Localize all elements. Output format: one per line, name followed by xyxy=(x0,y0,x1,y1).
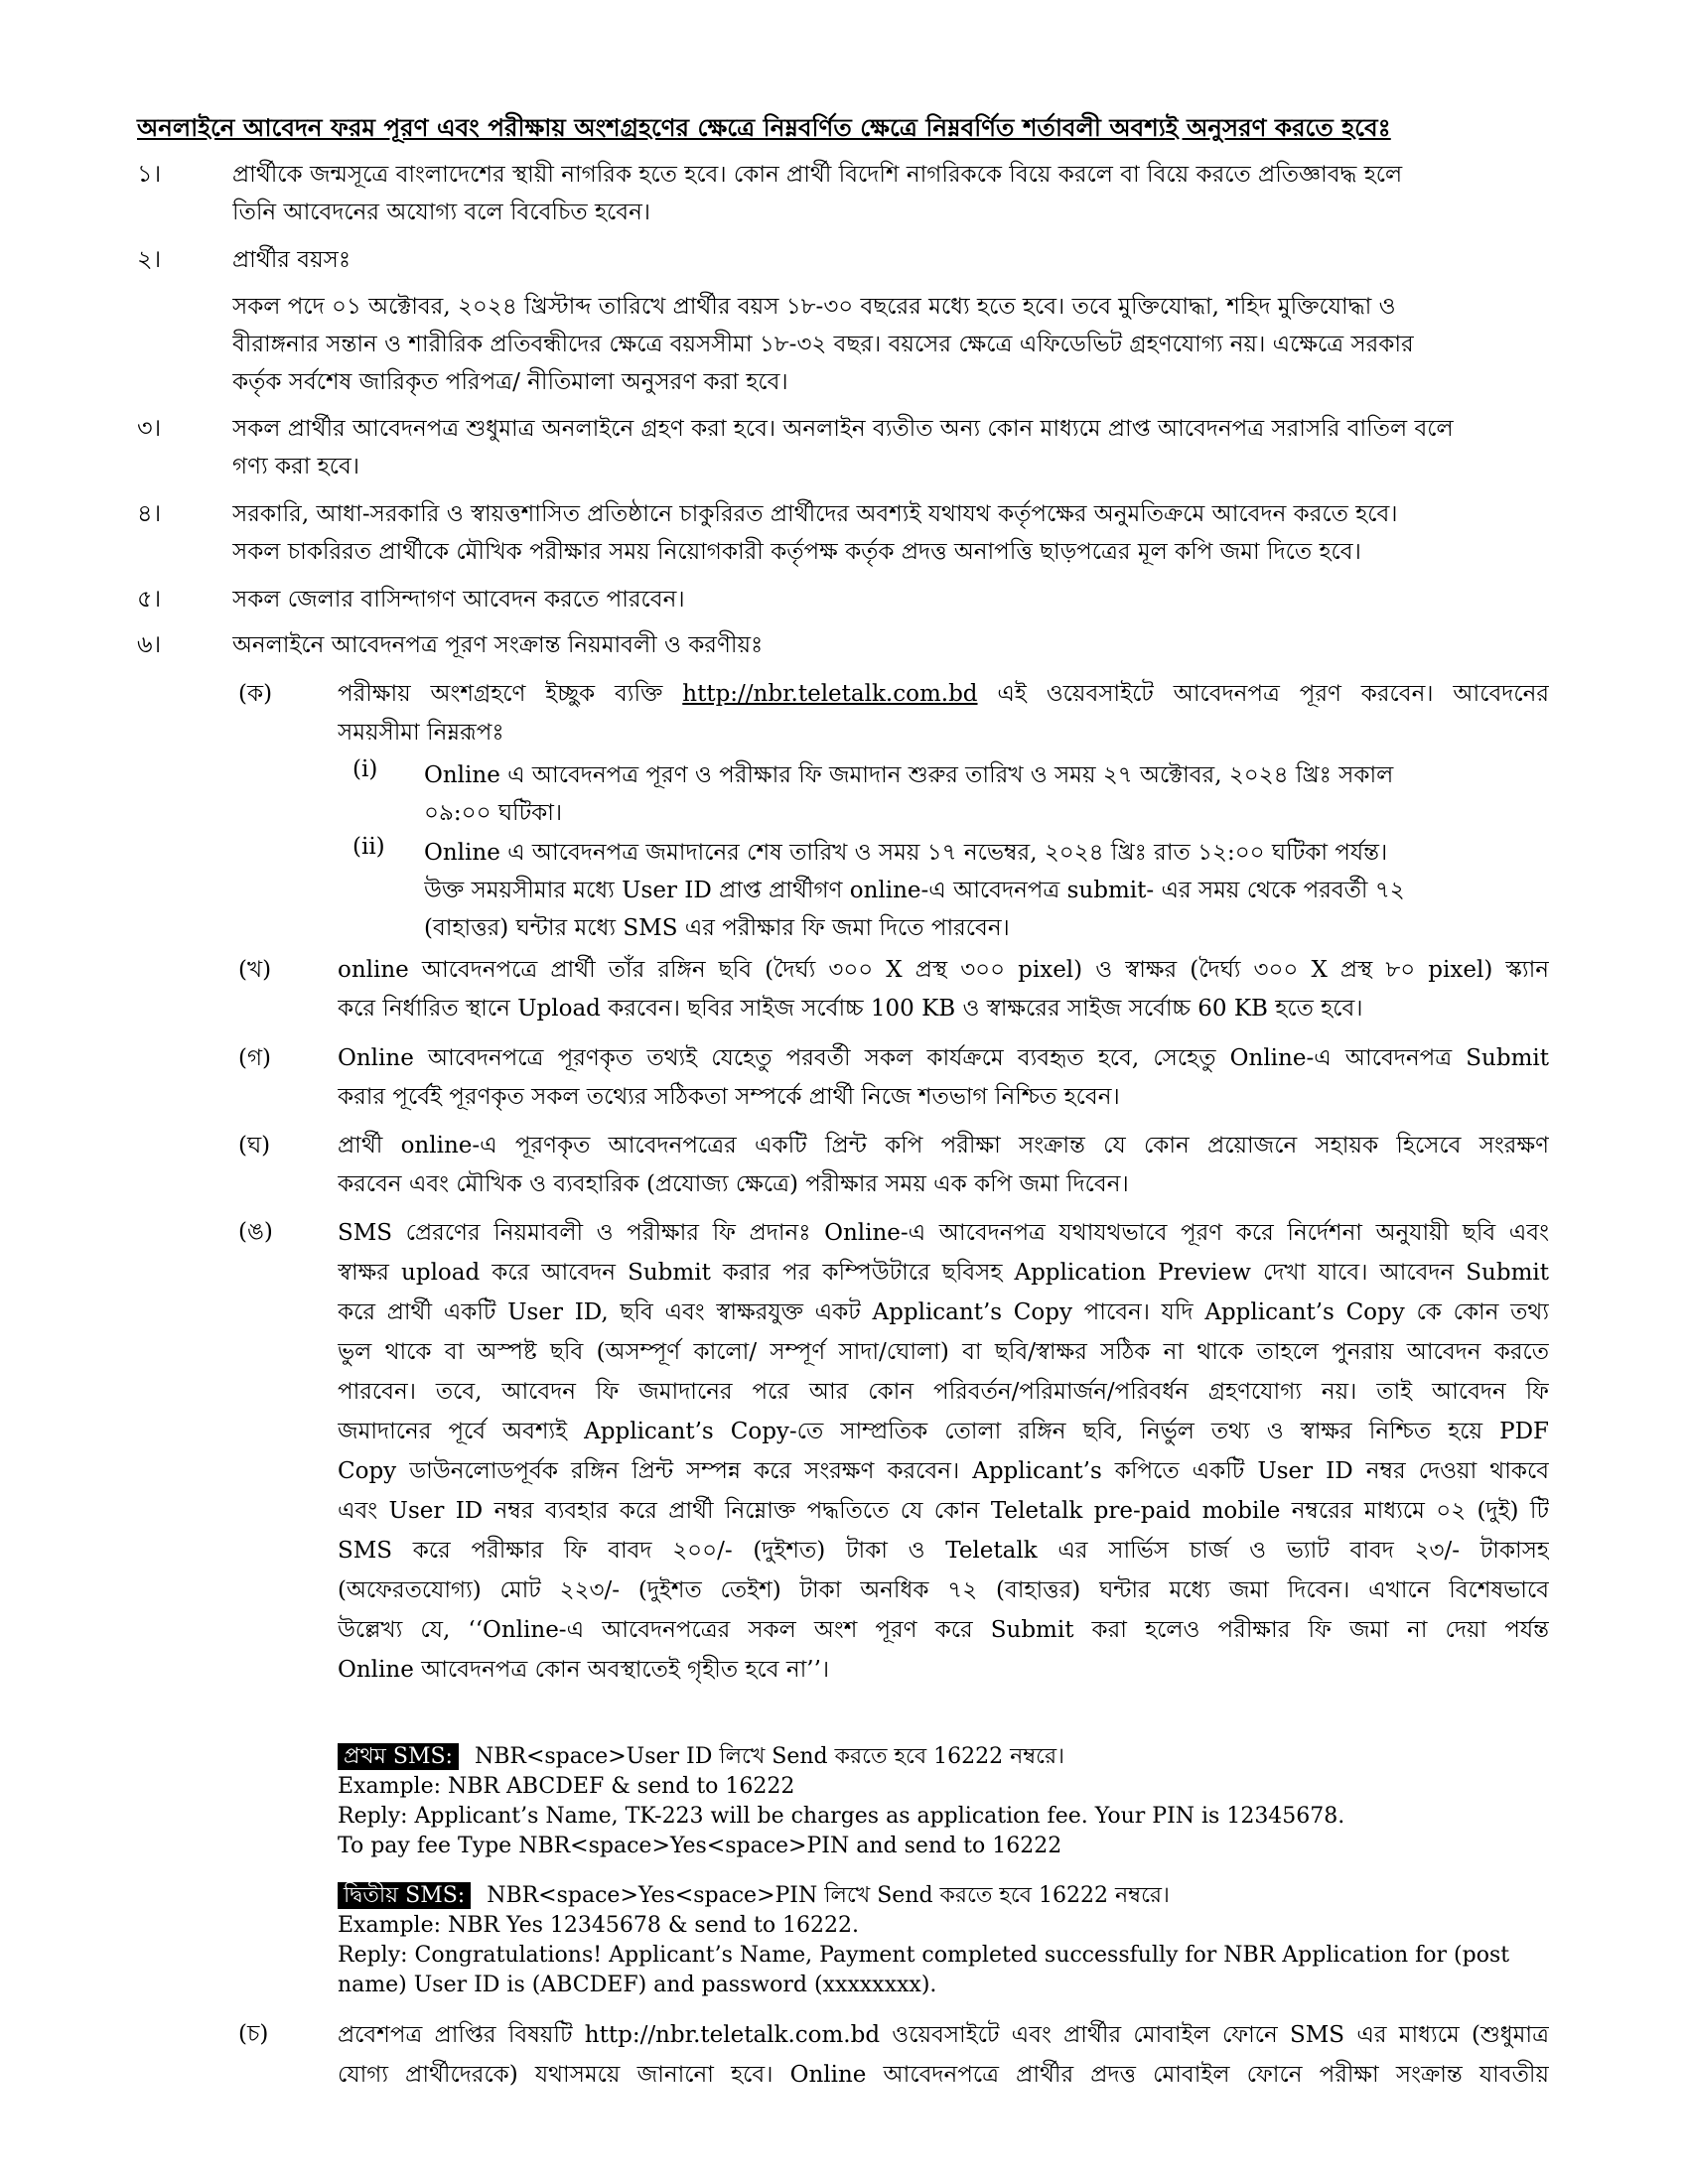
item-5 xyxy=(137,581,1547,618)
page-heading: অনলাইনে আবেদন ফরম পূরণ এবং পরীক্ষায় অংশগ্রহণের ক্ষেত্রে নিম্নবর্ণিত ক্ষেত্রে নিম্নবর্ণিত শর্তাবলী অবশ্যই অনুসরণ করতে হবেঃ xyxy=(137,113,1391,142)
subitem-cha xyxy=(238,2015,1549,2095)
roman-line: ০৯:০০ ঘটিকা। xyxy=(424,800,563,826)
subitem-line: (অফেরতযোগ্য) মোট ২২৩/- (দুইশত তেইশ) টাকা অনধিক ৭২ (বাহাত্তর) ঘন্টার মধ্যে জমা দিবেন। এখানে বিশেষভাবে xyxy=(338,1577,1549,1603)
item-2-body xyxy=(137,288,1547,401)
sms-line xyxy=(338,1881,1549,1911)
subitem-label: (খ) xyxy=(238,957,272,983)
roman-item-i xyxy=(352,756,1544,832)
subitem-label: (গ) xyxy=(238,1045,272,1071)
subitem-line: করার পূর্বেই পূরণকৃত সকল তথ্যের সঠিকতা সম্পর্কে প্রার্থী নিজে শতভাগ নিশ্চিত হবেন। xyxy=(338,1084,1120,1110)
roman-line: (বাহাত্তর) ঘন্টার মধ্যে SMS এর পরীক্ষার ফি জমা দিতে পারবেন। xyxy=(424,915,1010,941)
item-2 xyxy=(137,241,1547,279)
subitem-gha xyxy=(238,1127,1549,1204)
item-line: প্রার্থীর বয়সঃ xyxy=(232,247,352,273)
sms-badge: দ্বিতীয় SMS: xyxy=(338,1882,471,1909)
sms-pay-instruction: To pay fee Type NBR<space>Yes<space>PIN and send to 16222 xyxy=(338,1834,1062,1858)
subitem-label: (ঙ) xyxy=(238,1219,273,1245)
subitem-line: Online আবেদনপত্র কোন অবস্থাতেই গৃহীত হবে না’’। xyxy=(338,1657,830,1683)
subitem-line: উল্লেখ্য যে, ‘‘Online-এ আবেদনপত্রের সকল অংশ পূরণ করে Submit করা হলেও পরীক্ষার ফি জমা না দেয়া পর্যন্ত xyxy=(338,1617,1549,1643)
subitem-line: প্রবেশপত্র প্রাপ্তির বিষয়টি http://nbr.teletalk.com.bd ওয়েবসাইটে এবং প্রার্থীর মোবাইল ফোনে SMS এর মাধ্যমে (শুধুমাত্র xyxy=(338,2022,1549,2048)
subitem-label: (চ) xyxy=(238,2021,269,2047)
subitem-line: online আবেদনপত্রে প্রার্থী তাঁর রঙ্গিন ছবি (দৈর্ঘ্য ৩০০ X প্রস্থ ৩০০ pixel) ও স্বাক্ষর (দৈর্ঘ্য ৩০০ X প্রস্থ ৮০ pixel) স্ক্যান xyxy=(338,957,1549,983)
sms-reply: Reply: Congratulations! Applicant’s Name, Payment completed successfully for NBR Application for (post xyxy=(338,1943,1510,1968)
subitem-line: প্রার্থী online-এ পূরণকৃত আবেদনপত্রের একটি প্রিন্ট কপি পরীক্ষা সংক্রান্ত যে কোন প্রয়োজনে সহায়ক হিসেবে সংরক্ষণ xyxy=(338,1133,1549,1159)
subitem-line: করে নির্ধারিত স্থানে Upload করবেন। ছবির সাইজ সর্বোচ্চ 100 KB ও স্বাক্ষরের সাইজ সর্বোচ্চ 60 KB হতে হবে। xyxy=(338,996,1363,1022)
subitem-line: স্বাক্ষর upload করে আবেদন Submit করার পর কম্পিউটারে ছবিসহ Application Preview দেখা যাবে। আবেদন Submit xyxy=(338,1260,1549,1286)
item-3 xyxy=(137,410,1547,485)
item-line: কর্তৃক সর্বশেষ জারিকৃত পরিপত্র/ নীতিমালা অনুসরণ করা হবে। xyxy=(232,369,788,395)
sms-reply: name) User ID is (ABCDEF) and password (xxxxxxxx). xyxy=(338,1973,937,1997)
subitem-line: Copy ডাউনলোডপূর্বক রঙ্গিন প্রিন্ট সম্পন্ন করে সংরক্ষণ করবেন। Applicant’s কপিতে একটি User ID নম্বর দেওয়া থাকবে xyxy=(338,1458,1549,1484)
item-line: প্রার্থীকে জন্মসূত্রে বাংলাদেশের স্থায়ী নাগরিক হতে হবে। কোন প্রার্থী বিদেশি নাগরিককে বিয়ে করলে বা বিয়ে করতে প্রতিজ্ঞাবদ্ধ হলে xyxy=(232,162,1403,188)
roman-line: Online এ আবেদনপত্র জমাদানের শেষ তারিখ ও সময় ১৭ নভেম্বর, ২০২৪ খ্রিঃ রাত ১২:০০ ঘটিকা পর্যন্ত। xyxy=(424,840,1388,866)
roman-label: (i) xyxy=(352,756,378,782)
subitem-line xyxy=(338,675,1549,714)
item-line: সকল প্রার্থীর আবেদনপত্র শুধুমাত্র অনলাইনে গ্রহণ করা হবে। অনলাইন ব্যতীত অন্য কোন মাধ্যমে প্রাপ্ত আবেদনপত্র সরাসরি বাতিল বলে xyxy=(232,416,1454,442)
item-4 xyxy=(137,495,1547,571)
item-line: বীরাঙ্গনার সন্তান ও শারীরিক প্রতিবন্ধীদের ক্ষেত্রে বয়সসীমা ১৮-৩২ বছর। বয়সের ক্ষেত্রে এফিডেভিট গ্রহণযোগ্য নয়। এক্ষেত্রে সরকার xyxy=(232,332,1414,357)
item-6 xyxy=(137,626,1547,664)
roman-line: উক্ত সময়সীমার মধ্যে User ID প্রাপ্ত প্রার্থীগণ online-এ আবেদনপত্র submit- এর সময় থেকে পরবর্তী ৭২ xyxy=(424,878,1405,903)
subitem-line: সময়সীমা নিম্নরূপঃ xyxy=(338,720,504,746)
sms-example: Example: NBR ABCDEF & send to 16222 xyxy=(338,1774,795,1799)
roman-line: Online এ আবেদনপত্র পূরণ ও পরীক্ষার ফি জমাদান শুরুর তারিখ ও সময় ২৭ অক্টোবর, ২০২৪ খ্রিঃ সকাল xyxy=(424,762,1394,788)
item-1 xyxy=(137,156,1547,231)
sms-instruction: NBR<space>Yes<space>PIN লিখে Send করতে হবে 16222 নম্বরে। xyxy=(487,1883,1170,1908)
subitem-line: SMS প্রেরণের নিয়মাবলী ও পরীক্ষার ফি প্রদানঃ Online-এ আবেদনপত্র যথাযথভাবে পূরণ করে নির্দেশনা অনুযায়ী ছবি এবং xyxy=(338,1220,1549,1246)
sms-block-first xyxy=(338,1742,1549,1861)
subitem-label: (ঘ) xyxy=(238,1133,271,1159)
item-line: তিনি আবেদনের অযোগ্য বলে বিবেচিত হবেন। xyxy=(232,200,651,225)
roman-item-ii xyxy=(352,834,1544,947)
item-number: ৬। xyxy=(137,630,162,658)
subitem-line: করবেন এবং মৌখিক ও ব্যবহারিক (প্রযোজ্য ক্ষেত্রে) পরীক্ষার সময় এক কপি জমা দিবেন। xyxy=(338,1171,1129,1197)
subitem-line: পারবেন। তবে, আবেদন ফি জমাদানের পরে আর কোন পরিবর্তন/পরিমার্জন/পরিবর্ধন গ্রহণযোগ্য নয়। তাই আবেদন ফি xyxy=(338,1379,1549,1405)
subitem-line: যোগ্য প্রার্থীদেরকে) যথাসময়ে জানানো হবে। Online আবেদনপত্রে প্রার্থীর প্রদত্ত মোবাইল ফোনে পরীক্ষা সংক্রান্ত যাবতীয় xyxy=(338,2062,1549,2088)
item-line: সরকারি, আধা-সরকারি ও স্বায়ত্তশাসিত প্রতিষ্ঠানে চাকুরিরত প্রার্থীদের অবশ্যই যথাযথ কর্তৃপক্ষের অনুমতিক্রমে আবেদন করতে হবে। xyxy=(232,501,1398,527)
subitem-ka xyxy=(238,675,1549,752)
item-line: সকল পদে ০১ অক্টোবর, ২০২৪ খ্রিস্টাব্দ তারিখে প্রার্থীর বয়স ১৮-৩০ বছরের মধ্যে হতে হবে। তবে মুক্তিযোদ্ধা, শহিদ মুক্তিযোদ্ধা ও xyxy=(232,294,1396,320)
item-line: অনলাইনে আবেদনপত্র পূরণ সংক্রান্ত নিয়মাবলী ও করণীয়ঃ xyxy=(232,632,764,658)
sms-line xyxy=(338,1742,1549,1772)
item-number: ৪। xyxy=(137,499,162,527)
item-number: ৩। xyxy=(137,414,162,442)
roman-label: (ii) xyxy=(352,834,385,860)
subitem-text: পরীক্ষায় অংশগ্রহণে ইচ্ছুক ব্যক্তি xyxy=(338,681,683,707)
item-line: সকল চাকরিরত প্রার্থীকে মৌখিক পরীক্ষার সময় নিয়োগকারী কর্তৃপক্ষ কর্তৃক প্রদত্ত অনাপত্তি ছাড়পত্রের মূল কপি জমা দিতে হবে। xyxy=(232,539,1361,565)
item-line: সকল জেলার বাসিন্দাগণ আবেদন করতে পারবেন। xyxy=(232,587,685,613)
subitem-kha xyxy=(238,951,1549,1028)
item-number: ১। xyxy=(137,160,162,188)
subitem-ga xyxy=(238,1039,1549,1117)
item-number: ২। xyxy=(137,245,162,273)
subitem-text: এই ওয়েবসাইটে আবেদনপত্র পূরণ করবেন। আবেদনের xyxy=(977,681,1549,707)
sms-instruction: NBR<space>User ID লিখে Send করতে হবে 16222 নম্বরে। xyxy=(474,1744,1064,1769)
item-number: ৫। xyxy=(137,585,162,613)
sms-block-second xyxy=(338,1881,1549,2000)
item-line: গণ্য করা হবে। xyxy=(232,454,360,479)
subitem-line: Online আবেদনপত্রে পূরণকৃত তথ্যই যেহেতু পরবর্তী সকল কার্যক্রমে ব্যবহৃত হবে, সেহেতু Online-এ আবেদনপত্র Submit xyxy=(338,1045,1549,1071)
subitem-line: এবং User ID নম্বর ব্যবহার করে প্রার্থী নিম্নোক্ত পদ্ধতিতে যে কোন Teletalk pre-paid mobile নম্বরের মাধ্যমে ০২ (দুই) টি xyxy=(338,1498,1549,1524)
website-link[interactable]: http://nbr.teletalk.com.bd xyxy=(682,681,978,707)
subitem-line: ভুল থাকে বা অস্পষ্ট ছবি (অসম্পূর্ণ কালো/ সম্পূর্ণ সাদা/ঘোলা) বা ছবি/স্বাক্ষর সঠিক না থাকে তাহলে পুনরায় আবেদন করতে xyxy=(338,1339,1549,1365)
sms-example: Example: NBR Yes 12345678 & send to 16222. xyxy=(338,1913,860,1938)
subitem-line: জমাদানের পূর্বে অবশ্যই Applicant’s Copy-তে সাম্প্রতিক তোলা রঙ্গিন ছবি, নির্ভুল তথ্য ও স্বাক্ষর নিশ্চিত হয়ে PDF xyxy=(338,1419,1549,1444)
sms-reply: Reply: Applicant’s Name, TK-223 will be charges as application fee. Your PIN is 12345678. xyxy=(338,1804,1345,1829)
sms-badge: প্রথম SMS: xyxy=(338,1743,459,1770)
subitem-line: করে প্রার্থী একটি User ID, ছবি এবং স্বাক্ষরযুক্ত একট Applicant’s Copy পাবেন। যদি Applicant’s Copy কে কোন তথ্য xyxy=(338,1299,1549,1325)
subitem-label: (ক) xyxy=(238,681,273,707)
subitem-line: SMS করে পরীক্ষার ফি বাবদ ২০০/- (দুইশত) টাকা ও Teletalk এর সার্ভিস চার্জ ও ভ্যাট বাবদ ২৩/- টাকাসহ xyxy=(338,1538,1549,1564)
subitem-uma xyxy=(238,1213,1549,1690)
